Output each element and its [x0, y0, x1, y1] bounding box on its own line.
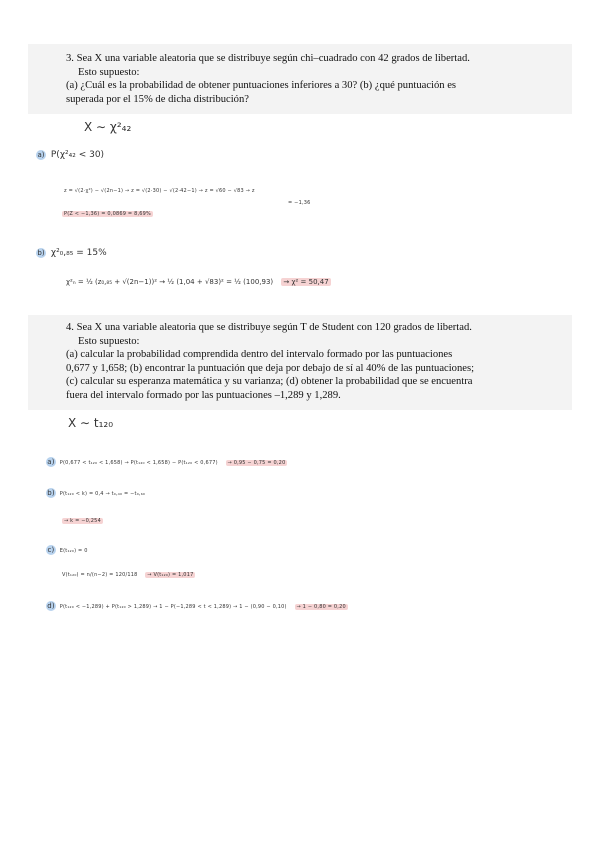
p3-b-expr: χ²₀,₈₅ = 15%	[50, 248, 107, 258]
p4-c-label: c)	[47, 546, 55, 554]
p3-a-expr: P(χ²₄₂ < 30)	[50, 150, 105, 160]
p3-b-line	[36, 248, 107, 258]
p4-b-result-line	[62, 518, 103, 524]
p3-a-result-text: P(Z < −1,36) = 0,0869 = 8,69%	[64, 211, 151, 217]
p3-b-result: → χ² = 50,47	[283, 278, 329, 286]
p4-c-calc: V(t₁₂₀) = n/(n−2) = 120/118	[62, 572, 138, 578]
problem-4-line-3: (a) calcular la probabilidad comprendida dentro del intervalo formado por las puntuaciones	[66, 349, 453, 361]
problem-4-line-1: 4. Sea X una variable aleatoria que se distribuye según T de Student con 120 grados de libertad.	[66, 322, 472, 333]
p3-b-label: b)	[37, 249, 45, 257]
p4-c-calc-line	[62, 572, 195, 578]
p4-b-result: → k = −0,254	[64, 518, 101, 524]
p4-d-line	[46, 601, 348, 611]
p4-distribution: X ∼ t₁₂₀	[68, 416, 114, 430]
p3-distribution: X ∼ χ²₄₂	[84, 120, 132, 134]
p4-a-label: a)	[47, 458, 55, 466]
p4-c-line	[46, 545, 88, 555]
problem-4-line-2: Esto supuesto:	[78, 335, 140, 347]
p4-d-calc: P(t₁₂₀ < −1,289) + P(t₁₂₀ > 1,289) → 1 − P(−1,289 < t < 1,289) → 1 − (0,90 − 0,10)	[59, 604, 287, 610]
p3-a-result	[62, 211, 153, 217]
p3-a-line	[36, 150, 104, 160]
problem-3-line-2: Esto supuesto:	[78, 66, 140, 78]
problem-3-line-1: 3. Sea X una variable aleatoria que se distribuye según chi–cuadrado con 42 grados de libertad.	[66, 53, 470, 64]
problem-3-line-3: (a) ¿Cuál es la probabilidad de obtener puntuaciones inferiores a 30? (b) ¿qué puntuación es	[66, 80, 457, 92]
problem-4-line-5: (c) calcular su esperanza matemática y su varianza; (d) obtener la probabilidad que se encuentra	[66, 376, 473, 388]
p4-a-result: → 0,95 − 0,75 = 0,20	[227, 460, 286, 466]
problem-4-text	[66, 321, 566, 403]
p4-b-calc: P(t₁₂₀ < k) = 0,4 → t₀,₄₀ = −t₀,₆₀	[59, 491, 146, 497]
p3-a-calc: z = √(2·χ²) − √(2n−1) → z = √(2·30) − √(2·42−1) → z = √60 − √83 → z	[64, 188, 255, 194]
p4-b-label: b)	[47, 489, 55, 497]
p3-a-note: = −1,36	[288, 200, 311, 206]
problem-3-text	[66, 52, 566, 106]
p4-c-result: → V(t₁₂₀) = 1,017	[147, 572, 194, 578]
problem-3-line-4: superada por el 15% de dicha distribución?	[66, 93, 249, 105]
p4-a-calc: P(0,677 < t₁₂₀ < 1,658) → P(t₁₂₀ < 1,658) − P(t₁₂₀ < 0,677)	[59, 460, 218, 466]
p3-b-calc: χ²ₙ = ½ (z₀,₈₅ + √(2n−1))² → ½ (1,04 + √83)² = ½ (100,93)	[66, 278, 274, 286]
problem-4-line-4: 0,677 y 1,658; (b) encontrar la puntuación que deja por debajo de sí al 40% de las puntuaciones;	[66, 362, 475, 374]
p4-d-result: → 1 − 0,80 = 0,20	[296, 604, 346, 610]
p4-b-line	[46, 488, 145, 498]
p4-a-line	[46, 457, 287, 467]
p4-d-label: d)	[47, 602, 55, 610]
p3-a-label: a)	[37, 151, 45, 159]
problem-4-line-6: fuera del intervalo formado por las puntuaciones –1,289 y 1,289.	[66, 389, 341, 401]
p3-b-calc-line	[66, 278, 331, 286]
p4-c-expr: E(t₁₂₀) = 0	[59, 548, 88, 554]
